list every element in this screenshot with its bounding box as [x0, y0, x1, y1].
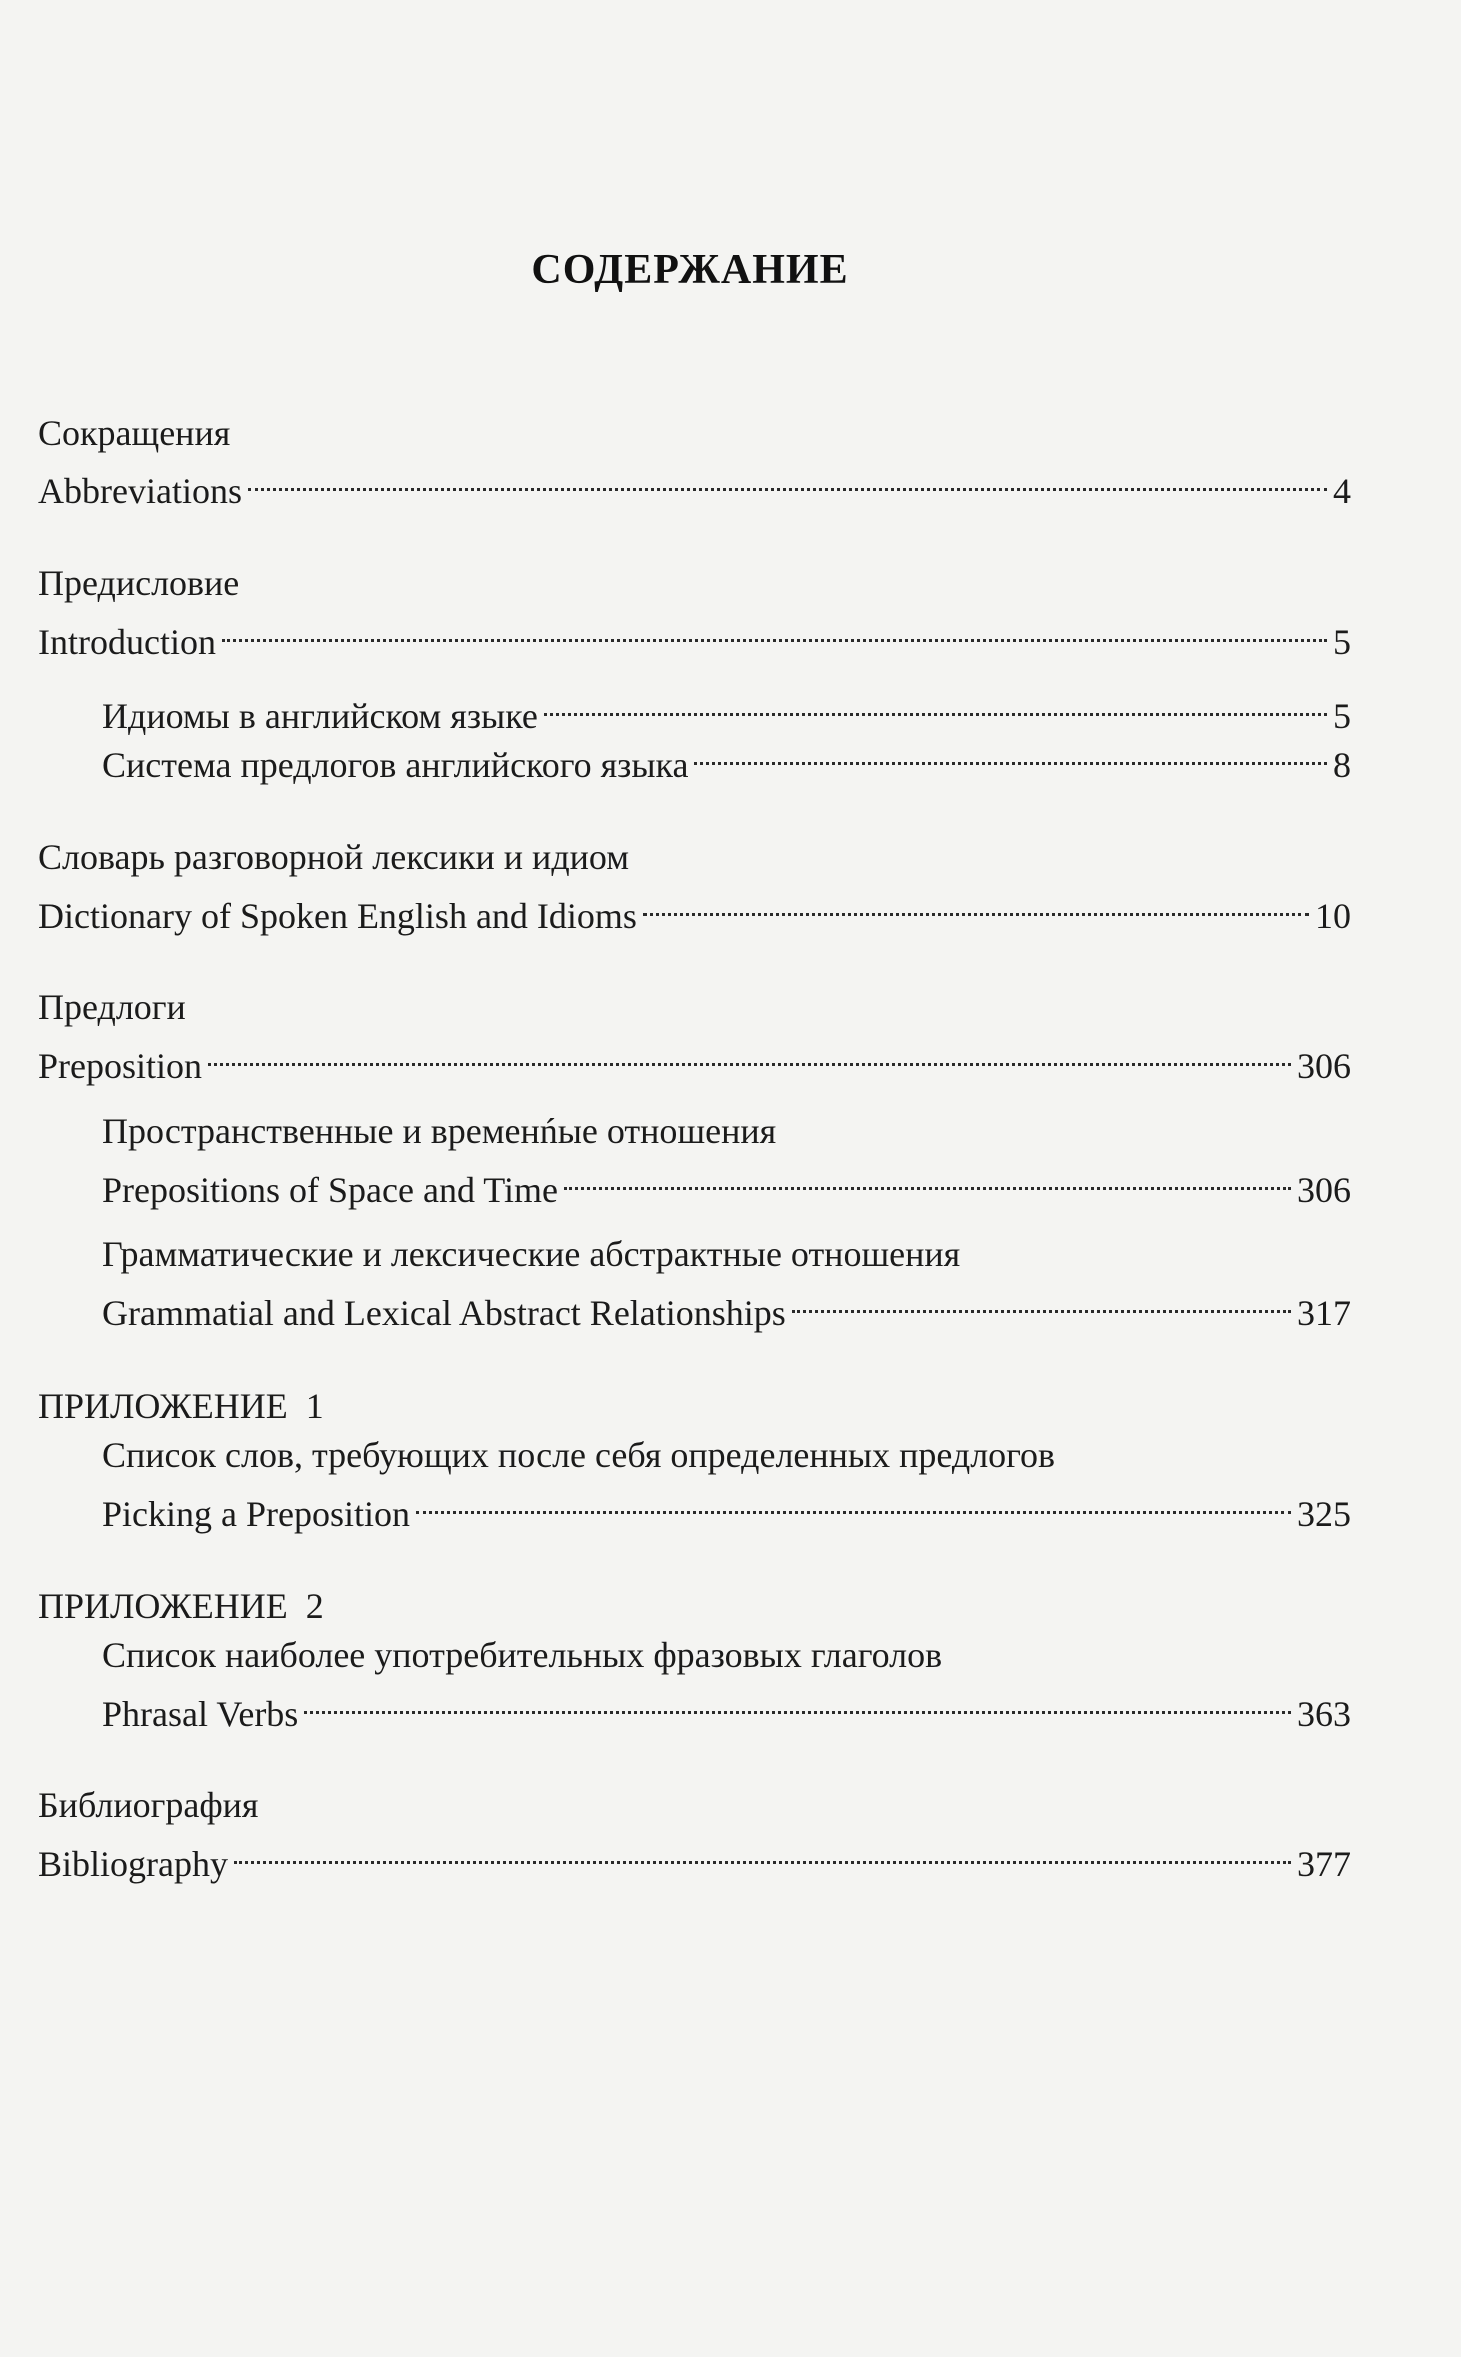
toc-entry-label: Dictionary of Spoken English and Idioms — [38, 896, 637, 936]
toc-entry-label: Система предлогов английского языка — [102, 745, 689, 785]
toc-page-number: 325 — [1297, 1494, 1351, 1534]
toc-page-number: 5 — [1333, 696, 1351, 736]
toc-entry-dictionary[interactable] — [38, 884, 1351, 938]
toc-heading-prepositions: Предлоги — [38, 987, 186, 1027]
toc-page-number: 377 — [1297, 1844, 1351, 1884]
toc-page-number: 363 — [1297, 1694, 1351, 1734]
toc-heading-bibliography: Библиография — [38, 1785, 259, 1825]
dot-leader — [234, 1832, 1291, 1876]
toc-entry-preposition-system[interactable] — [102, 733, 1351, 787]
dot-leader — [248, 459, 1327, 503]
dot-leader — [416, 1482, 1291, 1526]
toc-entry-space-time[interactable] — [102, 1158, 1351, 1212]
toc-entry-idioms-in-english[interactable] — [102, 684, 1351, 738]
toc-entry-label: Prepositions of Space and Time — [102, 1170, 558, 1210]
dot-leader — [643, 884, 1309, 928]
toc-entry-preposition[interactable] — [38, 1034, 1351, 1088]
dot-leader — [564, 1158, 1291, 1202]
dot-leader — [208, 1034, 1291, 1078]
toc-subheading-space-time: Пространственные и временńые отношения — [102, 1111, 777, 1151]
toc-heading-appendix-2: ПРИЛОЖЕНИЕ 2 — [38, 1586, 324, 1626]
toc-page-number: 8 — [1333, 745, 1351, 785]
toc-entry-label: Идиомы в английском языке — [102, 696, 538, 736]
toc-entry-abbreviations[interactable] — [38, 459, 1351, 513]
toc-entry-label: Preposition — [38, 1046, 203, 1086]
toc-entry-label: Grammatial and Lexical Abstract Relationships — [102, 1293, 786, 1333]
toc-entry-phrasal-verbs[interactable] — [102, 1682, 1351, 1736]
toc-heading-preface: Предисловие — [38, 563, 240, 603]
dot-leader — [222, 610, 1327, 654]
toc-page-number: 306 — [1297, 1046, 1351, 1086]
toc-heading-abbreviations: Сокращения — [38, 413, 231, 453]
dot-leader — [694, 733, 1327, 777]
toc-page-number: 306 — [1297, 1170, 1351, 1210]
toc-entry-abstract[interactable] — [102, 1281, 1351, 1335]
toc-subheading-appendix-1: Список слов, требующих после себя определенных предлогов — [102, 1435, 1056, 1475]
toc-page-number: 5 — [1333, 622, 1351, 662]
toc-subheading-abstract: Грамматические и лексические абстрактные отношения — [102, 1234, 961, 1274]
page-title: СОДЕРЖАНИЕ — [531, 247, 849, 293]
dot-leader — [792, 1281, 1291, 1325]
toc-entry-label: Phrasal Verbs — [102, 1694, 299, 1734]
toc-entry-picking-preposition[interactable] — [102, 1482, 1351, 1536]
dot-leader — [544, 684, 1327, 728]
toc-heading-dictionary: Словарь разговорной лексики и идиом — [38, 837, 629, 877]
toc-entry-bibliography[interactable] — [38, 1832, 1351, 1886]
toc-page-number: 10 — [1315, 896, 1351, 936]
toc-heading-appendix-1: ПРИЛОЖЕНИЕ 1 — [38, 1386, 324, 1426]
toc-entry-label: Picking a Preposition — [102, 1494, 410, 1534]
toc-subheading-appendix-2: Список наиболее употребительных фразовых глаголов — [102, 1635, 943, 1675]
toc-entry-label: Bibliography — [38, 1844, 228, 1884]
dot-leader — [304, 1682, 1291, 1726]
toc-page-number: 4 — [1333, 471, 1351, 511]
toc-entry-label: Introduction — [38, 622, 216, 662]
toc-entry-introduction[interactable] — [38, 610, 1351, 664]
toc-page-number: 317 — [1297, 1293, 1351, 1333]
toc-entry-label: Abbreviations — [38, 471, 242, 511]
